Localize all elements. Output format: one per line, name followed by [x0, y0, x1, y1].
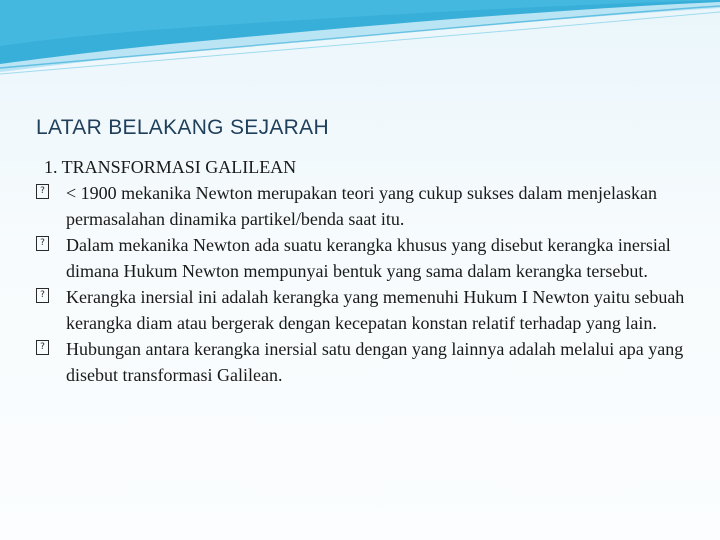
bullet-text: < 1900 mekanika Newton merupakan teori yang cukup sukses dalam menjelaskan permasalahan dinamika partikel/benda saat itu. — [66, 183, 657, 229]
bullet-item — [36, 336, 686, 388]
bullet-text: Dalam mekanika Newton ada suatu kerangka khusus yang disebut kerangka inersial dimana Hukum Newton mempunyai bentuk yang sama dalam kerangka tersebut. — [66, 235, 671, 281]
bullet-item — [36, 232, 686, 284]
box-bullet-icon: ? — [36, 236, 49, 251]
bullet-item — [36, 284, 686, 336]
bullet-item — [36, 180, 686, 232]
slide-title: LATAR BELAKANG SEJARAH — [36, 116, 329, 139]
slide-body — [36, 154, 686, 388]
box-bullet-icon: ? — [36, 184, 49, 199]
decorative-wave-header — [0, 0, 720, 80]
bullet-text: Hubungan antara kerangka inersial satu dengan yang lainnya adalah melalui apa yang disebut transformasi Galilean. — [66, 339, 684, 385]
bullet-text: Kerangka inersial ini adalah kerangka yang memenuhi Hukum I Newton yaitu sebuah kerangka diam atau bergerak dengan kecepatan konstan relatif terhadap yang lain. — [66, 287, 685, 333]
box-bullet-icon: ? — [36, 288, 49, 303]
section-subheading: 1. TRANSFORMASI GALILEAN — [44, 157, 297, 177]
box-bullet-icon: ? — [36, 340, 49, 355]
